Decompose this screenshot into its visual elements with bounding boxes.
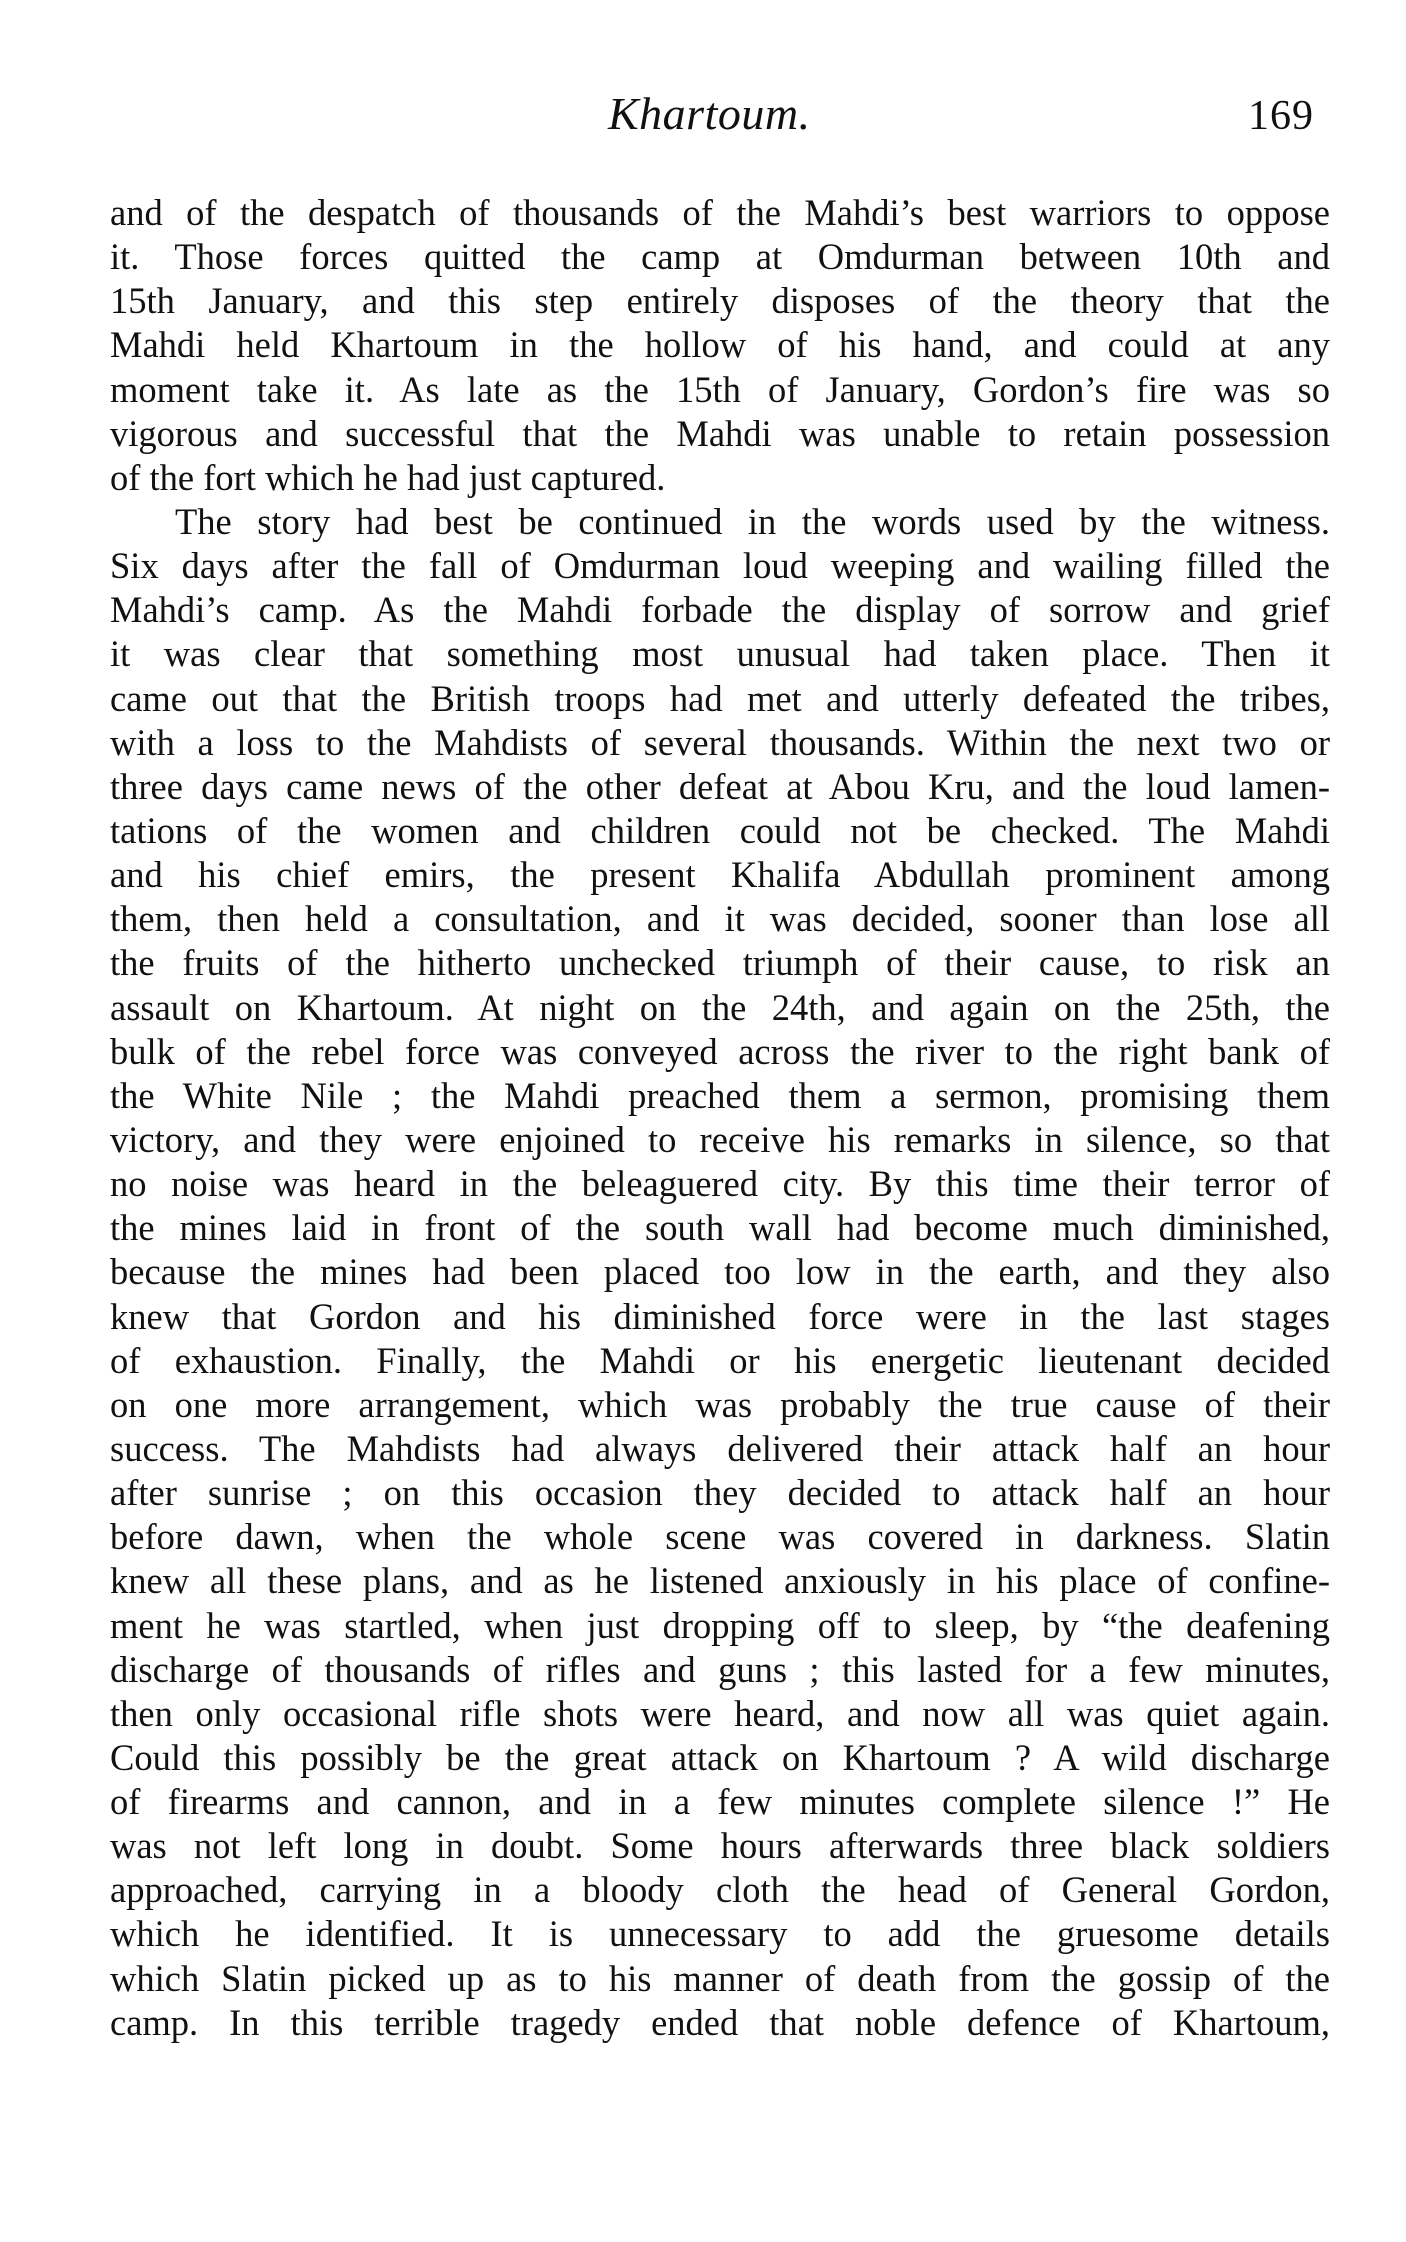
paragraph: [110, 500, 1330, 2045]
page-number: 169: [1248, 93, 1314, 139]
text-line: with a loss to the Mahdists of several thousands. Within the next two or: [110, 721, 1330, 763]
text-line: came out that the British troops had met and utterly defeated the tribes,: [110, 677, 1330, 719]
text-line: 15th January, and this step entirely disposes of the theory that the: [110, 280, 1330, 322]
body-text: [110, 191, 1330, 2045]
running-head-title: Khartoum.: [608, 88, 811, 139]
text-line: which he identified. It is unnecessary to add the gruesome details: [110, 1913, 1330, 1955]
text-line: bulk of the rebel force was conveyed across the river to the right bank of: [110, 1030, 1330, 1072]
text-line: The story had best be continued in the words used by the witness.: [175, 500, 1330, 542]
text-line: knew that Gordon and his diminished force were in the last stages: [110, 1295, 1330, 1337]
text-line: discharge of thousands of rifles and guns ; this lasted for a few minutes,: [110, 1648, 1330, 1690]
text-line: ment he was startled, when just dropping off to sleep, by “the deafening: [110, 1604, 1330, 1646]
text-line: victory, and they were enjoined to receive his remarks in silence, so that: [110, 1118, 1330, 1160]
text-line: was not left long in doubt. Some hours afterwards three black soldiers: [110, 1825, 1330, 1867]
text-line: after sunrise ; on this occasion they decided to attack half an hour: [110, 1472, 1330, 1514]
text-line: them, then held a consultation, and it was decided, sooner than lose all: [110, 898, 1330, 940]
text-line: Six days after the fall of Omdurman loud weeping and wailing filled the: [110, 545, 1330, 587]
text-line: it was clear that something most unusual had taken place. Then it: [110, 633, 1330, 675]
text-line: the White Nile ; the Mahdi preached them a sermon, promising them: [110, 1074, 1330, 1116]
text-line: Could this possibly be the great attack on Khartoum ? A wild discharge: [110, 1736, 1330, 1778]
text-line: then only occasional rifle shots were heard, and now all was quiet again.: [110, 1692, 1330, 1734]
text-line: success. The Mahdists had always delivered their attack half an hour: [110, 1427, 1330, 1469]
text-line: moment take it. As late as the 15th of January, Gordon’s fire was so: [110, 368, 1330, 410]
text-line: Mahdi held Khartoum in the hollow of his hand, and could at any: [110, 324, 1330, 366]
text-line: because the mines had been placed too low in the earth, and they also: [110, 1251, 1330, 1293]
text-line: Mahdi’s camp. As the Mahdi forbade the display of sorrow and grief: [110, 589, 1330, 631]
paragraph: [110, 191, 1330, 500]
text-line: of firearms and cannon, and in a few minutes complete silence !” He: [110, 1781, 1330, 1823]
text-line: and his chief emirs, the present Khalifa Abdullah prominent among: [110, 854, 1330, 896]
text-line: assault on Khartoum. At night on the 24th, and again on the 25th, the: [110, 986, 1330, 1028]
text-line: tations of the women and children could not be checked. The Mahdi: [110, 809, 1330, 851]
text-line: on one more arrangement, which was probably the true cause of their: [110, 1383, 1330, 1425]
text-line: knew all these plans, and as he listened anxiously in his place of confine-: [110, 1560, 1330, 1602]
text-line: which Slatin picked up as to his manner of death from the gossip of the: [110, 1957, 1330, 1999]
text-line: the mines laid in front of the south wall had become much diminished,: [110, 1207, 1330, 1249]
text-line: of the fort which he had just captured.: [110, 456, 666, 498]
text-line: it. Those forces quitted the camp at Omdurman between 10th and: [110, 236, 1330, 278]
text-line: before dawn, when the whole scene was covered in darkness. Slatin: [110, 1516, 1330, 1558]
text-line: of exhaustion. Finally, the Mahdi or his energetic lieutenant decided: [110, 1339, 1330, 1381]
text-line: the fruits of the hitherto unchecked triumph of their cause, to risk an: [110, 942, 1330, 984]
text-line: and of the despatch of thousands of the Mahdi’s best warriors to oppose: [110, 192, 1330, 233]
text-line: vigorous and successful that the Mahdi was unable to retain possession: [110, 412, 1330, 454]
text-line: three days came news of the other defeat at Abou Kru, and the loud lamen-: [110, 765, 1330, 807]
text-line: no noise was heard in the beleaguered city. By this time their terror of: [110, 1163, 1330, 1205]
text-line: approached, carrying in a bloody cloth the head of General Gordon,: [110, 1869, 1330, 1911]
running-head: [0, 0, 1406, 150]
text-line: camp. In this terrible tragedy ended that noble defence of Khartoum,: [110, 2001, 1330, 2043]
